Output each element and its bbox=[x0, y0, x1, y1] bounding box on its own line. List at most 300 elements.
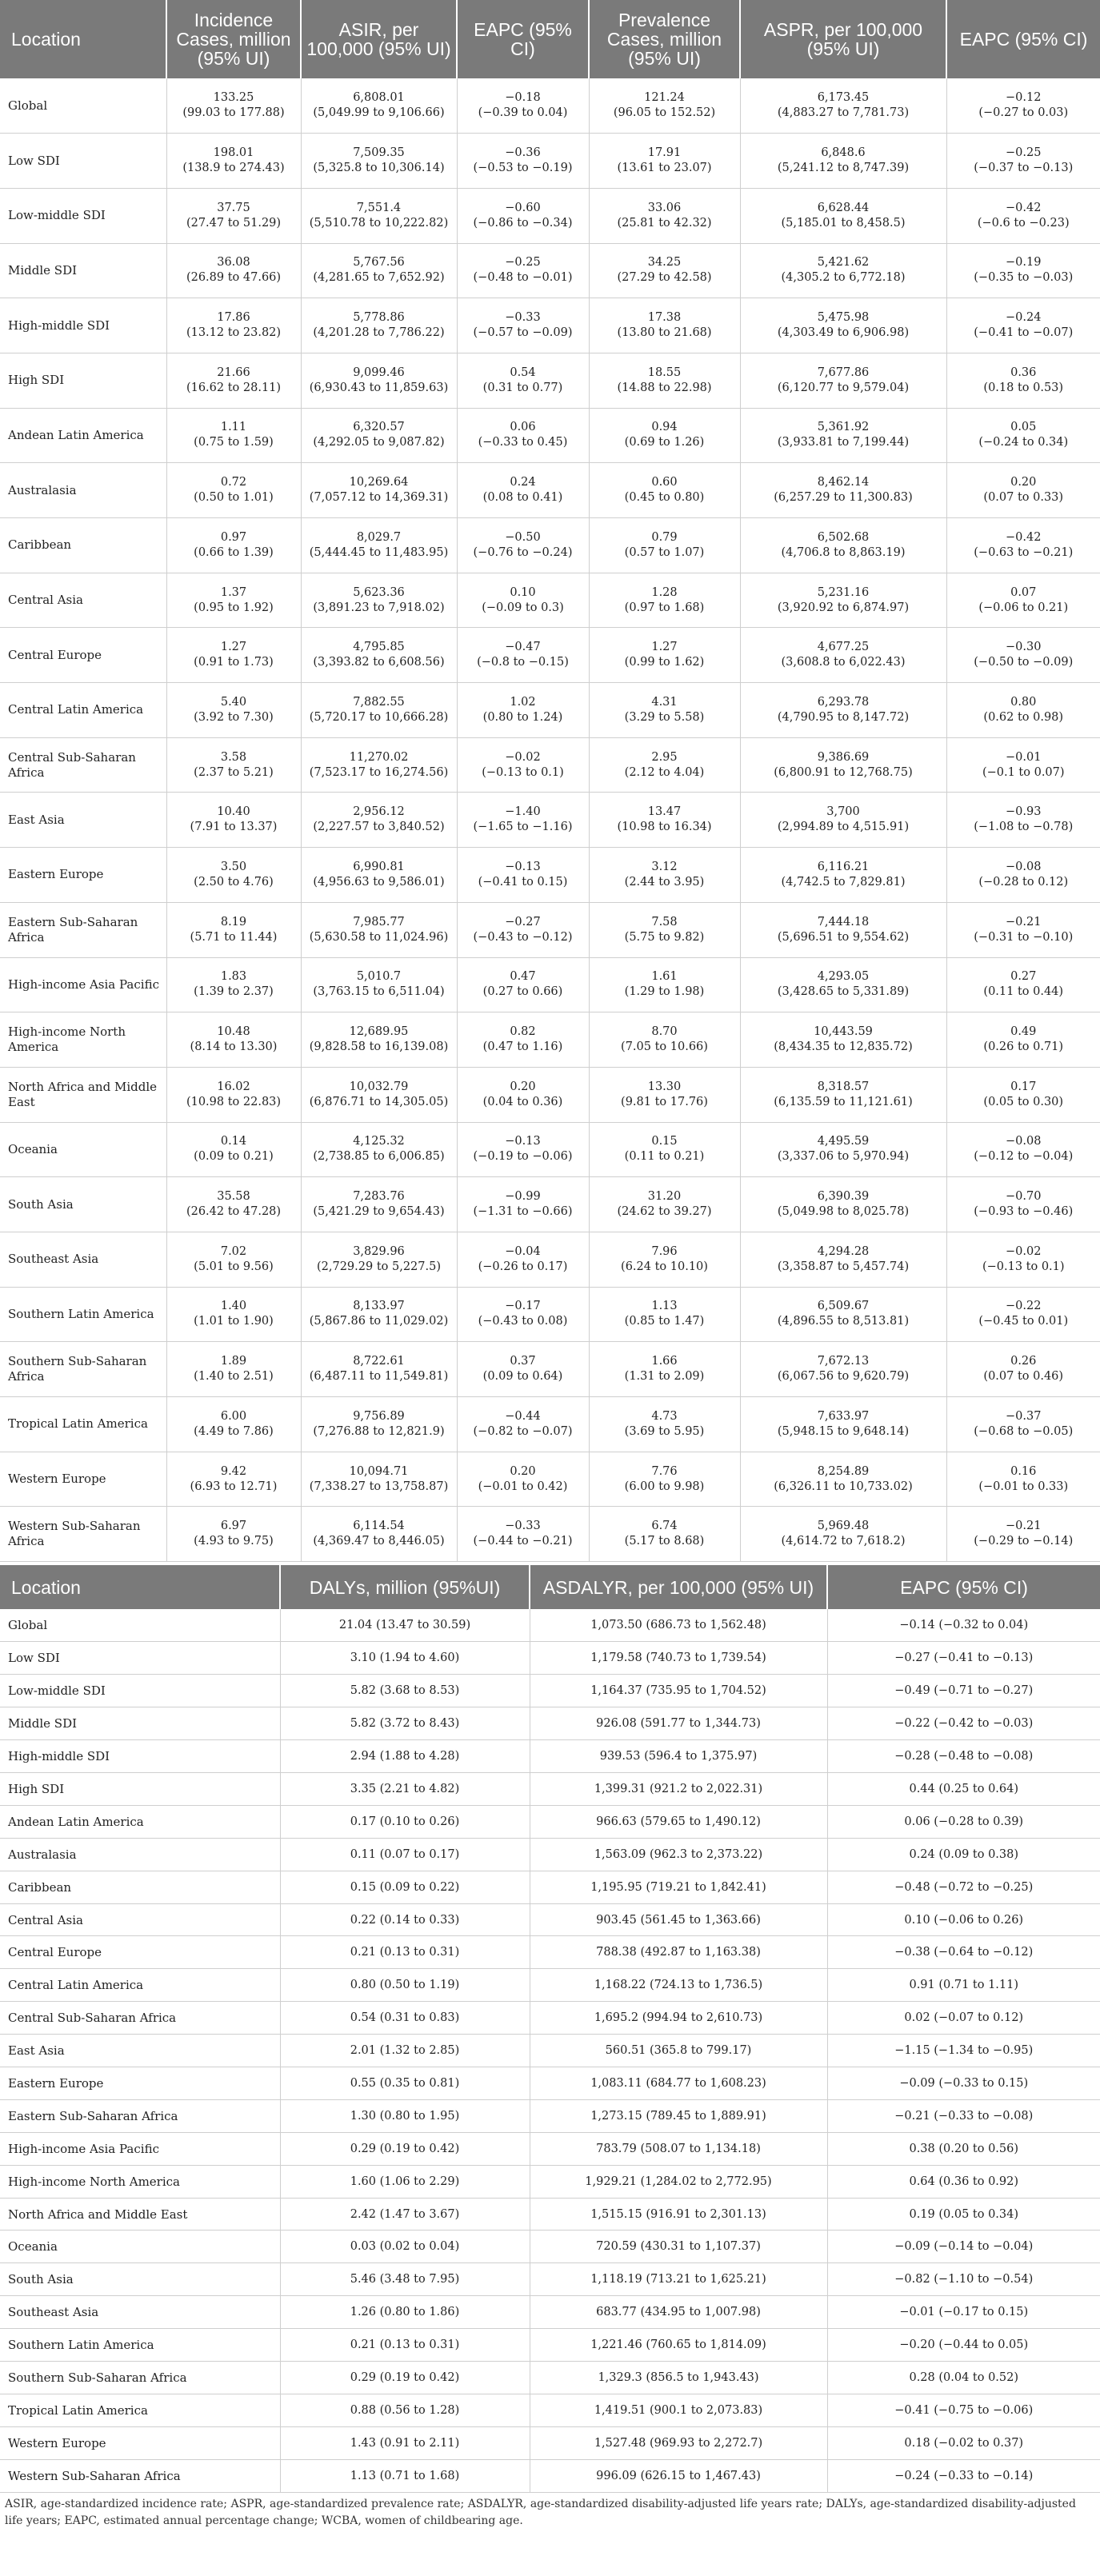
estimate-value: 0.94 bbox=[651, 421, 678, 434]
interval-value: (−0.43 to −0.12) bbox=[473, 930, 573, 944]
estimate-value: 0.15 bbox=[651, 1135, 678, 1148]
column-header: Prevalence Cases, million (95% UI) bbox=[589, 0, 740, 78]
interval-value: (4,790.95 to 8,147.72) bbox=[777, 710, 910, 724]
data-cell bbox=[457, 353, 589, 408]
interval-value: (2.12 to 4.04) bbox=[624, 765, 705, 779]
data-cell bbox=[946, 463, 1100, 518]
data-cell bbox=[457, 737, 589, 793]
estimate-value: 9.42 bbox=[220, 1464, 247, 1478]
estimate-value: 13.47 bbox=[647, 805, 682, 819]
data-cell: 0.03 (0.02 to 0.04) bbox=[280, 2231, 530, 2263]
location-cell: Caribbean bbox=[0, 1871, 280, 1903]
estimate-value: 0.16 bbox=[1010, 1464, 1037, 1478]
data-cell bbox=[589, 1342, 740, 1397]
estimate-value: −0.44 bbox=[505, 1409, 541, 1423]
estimate-value: 6.74 bbox=[651, 1520, 678, 1533]
interval-value: (0.62 to 0.98) bbox=[983, 710, 1064, 724]
data-cell bbox=[946, 1232, 1100, 1287]
interval-value: (2,227.57 to 3,840.52) bbox=[313, 821, 445, 834]
data-cell bbox=[589, 188, 740, 243]
data-cell: −0.14 (−0.32 to 0.04) bbox=[827, 1609, 1100, 1642]
data-cell: 1,695.2 (994.94 to 2,610.73) bbox=[530, 2002, 827, 2035]
interval-value: (6,876.71 to 14,305.05) bbox=[309, 1095, 449, 1108]
data-cell: 720.59 (430.31 to 1,107.37) bbox=[530, 2231, 827, 2263]
data-cell: −0.22 (−0.42 to −0.03) bbox=[827, 1707, 1100, 1740]
table-row bbox=[0, 683, 1100, 738]
estimate-value: 0.79 bbox=[651, 530, 678, 544]
data-cell bbox=[166, 463, 301, 518]
interval-value: (−0.86 to −0.34) bbox=[473, 216, 573, 230]
data-cell bbox=[589, 1397, 740, 1452]
data-cell: 0.88 (0.56 to 1.28) bbox=[280, 2394, 530, 2426]
estimate-value: 0.10 bbox=[510, 585, 536, 599]
data-cell bbox=[589, 628, 740, 683]
location-cell: Andean Latin America bbox=[0, 1805, 280, 1838]
interval-value: (0.09 to 0.21) bbox=[194, 1150, 274, 1164]
data-cell bbox=[589, 1067, 740, 1122]
table-row bbox=[0, 2459, 1100, 2492]
estimate-value: 36.08 bbox=[217, 256, 250, 270]
data-cell bbox=[740, 408, 946, 463]
table-row bbox=[0, 1903, 1100, 1936]
estimate-value: 8,133.97 bbox=[353, 1300, 405, 1313]
data-cell bbox=[301, 793, 457, 848]
interval-value: (5,444.45 to 11,483.95) bbox=[309, 545, 449, 559]
data-cell bbox=[166, 1287, 301, 1342]
estimate-value: −0.60 bbox=[505, 201, 541, 214]
data-cell bbox=[589, 1122, 740, 1177]
data-cell bbox=[166, 1177, 301, 1232]
interval-value: (3,358.87 to 5,457.74) bbox=[777, 1260, 910, 1273]
data-cell bbox=[301, 1122, 457, 1177]
data-cell bbox=[589, 793, 740, 848]
interval-value: (5,948.15 to 9,648.14) bbox=[777, 1424, 910, 1438]
estimate-value: 1.83 bbox=[220, 970, 247, 984]
interval-value: (25.81 to 42.32) bbox=[617, 216, 712, 230]
data-cell: 1.26 (0.80 to 1.86) bbox=[280, 2296, 530, 2329]
interval-value: (0.50 to 1.01) bbox=[194, 491, 274, 505]
estimate-value: 1.37 bbox=[220, 585, 247, 599]
table-row bbox=[0, 188, 1100, 243]
data-cell: 2.94 (1.88 to 4.28) bbox=[280, 1740, 530, 1773]
estimate-value: 6,116.21 bbox=[817, 860, 870, 873]
interval-value: (6,120.77 to 9,579.04) bbox=[777, 381, 910, 394]
interval-value: (3,337.06 to 5,970.94) bbox=[777, 1150, 910, 1164]
data-cell bbox=[589, 1177, 740, 1232]
data-cell bbox=[589, 1452, 740, 1507]
interval-value: (6,487.11 to 11,549.81) bbox=[309, 1370, 449, 1384]
estimate-value: 5.40 bbox=[220, 695, 247, 709]
estimate-value: 6,293.78 bbox=[817, 695, 870, 709]
data-cell bbox=[301, 243, 457, 298]
estimate-value: 121.24 bbox=[644, 91, 685, 105]
interval-value: (−0.39 to 0.04) bbox=[478, 106, 568, 120]
data-cell: 1,221.46 (760.65 to 1,814.09) bbox=[530, 2329, 827, 2362]
data-cell bbox=[301, 1342, 457, 1397]
data-cell bbox=[946, 737, 1100, 793]
interval-value: (5,185.01 to 8,458.5) bbox=[781, 216, 906, 230]
data-cell bbox=[589, 573, 740, 628]
location-cell: Tropical Latin America bbox=[0, 2394, 280, 2426]
estimate-value: 5,969.48 bbox=[817, 1520, 870, 1533]
estimate-value: −0.01 bbox=[1006, 750, 1042, 764]
estimate-value: −0.30 bbox=[1006, 641, 1042, 654]
interval-value: (0.08 to 0.41) bbox=[482, 491, 563, 505]
column-header: DALYs, million (95%UI) bbox=[280, 1565, 530, 1609]
data-cell bbox=[301, 353, 457, 408]
estimate-value: −0.42 bbox=[1006, 530, 1042, 544]
data-cell: 0.10 (−0.06 to 0.26) bbox=[827, 1903, 1100, 1936]
table-row bbox=[0, 1452, 1100, 1507]
interval-value: (−0.26 to 0.17) bbox=[478, 1260, 568, 1273]
data-cell bbox=[740, 188, 946, 243]
data-cell bbox=[301, 78, 457, 134]
location-cell: Oceania bbox=[0, 2231, 280, 2263]
data-cell bbox=[946, 848, 1100, 903]
estimate-value: 9,386.69 bbox=[817, 750, 870, 764]
data-cell bbox=[301, 573, 457, 628]
location-cell: Australasia bbox=[0, 463, 166, 518]
data-cell bbox=[589, 408, 740, 463]
data-cell bbox=[457, 1452, 589, 1507]
data-cell bbox=[740, 957, 946, 1012]
estimate-value: 3.12 bbox=[651, 860, 678, 873]
interval-value: (0.11 to 0.21) bbox=[624, 1150, 705, 1164]
interval-value: (−0.76 to −0.24) bbox=[473, 545, 573, 559]
data-cell bbox=[166, 1067, 301, 1122]
estimate-value: 11,270.02 bbox=[349, 750, 409, 764]
data-cell: 1,515.15 (916.91 to 2,301.13) bbox=[530, 2198, 827, 2231]
estimate-value: −0.18 bbox=[505, 91, 541, 105]
interval-value: (0.18 to 0.53) bbox=[983, 381, 1064, 394]
table-row bbox=[0, 463, 1100, 518]
data-cell: 0.21 (0.13 to 0.31) bbox=[280, 2329, 530, 2362]
interval-value: (5,696.51 to 9,554.62) bbox=[777, 930, 910, 944]
interval-value: (0.95 to 1.92) bbox=[194, 601, 274, 614]
data-cell: 3.10 (1.94 to 4.60) bbox=[280, 1642, 530, 1675]
data-cell bbox=[740, 1287, 946, 1342]
data-cell bbox=[946, 628, 1100, 683]
estimate-value: 8,318.57 bbox=[817, 1080, 870, 1093]
location-cell: Central Europe bbox=[0, 1936, 280, 1969]
interval-value: (5.01 to 9.56) bbox=[194, 1260, 274, 1273]
estimate-value: 2,956.12 bbox=[353, 805, 405, 819]
interval-value: (−0.28 to 0.12) bbox=[978, 875, 1069, 889]
data-cell bbox=[457, 628, 589, 683]
location-cell: Andean Latin America bbox=[0, 408, 166, 463]
data-cell bbox=[589, 78, 740, 134]
data-cell bbox=[457, 463, 589, 518]
data-cell bbox=[589, 957, 740, 1012]
estimate-value: 5,010.7 bbox=[356, 970, 402, 984]
table-footnote: ASIR, age-standardized incidence rate; ASPR, age-standardized prevalence rate; ASDALYR, age-standardized disability-adjusted life years rate; DALYs, age-standardized disability-adjusted life years; EAPC, estimated annual percentage change; WCBA, women of childbearing age. bbox=[5, 2497, 1076, 2527]
interval-value: (−0.8 to −0.15) bbox=[477, 656, 569, 669]
location-cell: East Asia bbox=[0, 2035, 280, 2067]
interval-value: (26.42 to 47.28) bbox=[186, 1205, 282, 1219]
data-cell bbox=[457, 793, 589, 848]
interval-value: (−0.1 to 0.07) bbox=[982, 765, 1065, 779]
location-cell: Low SDI bbox=[0, 134, 166, 189]
interval-value: (0.04 to 0.36) bbox=[482, 1095, 563, 1108]
data-cell bbox=[946, 298, 1100, 353]
data-cell bbox=[589, 134, 740, 189]
data-cell bbox=[166, 793, 301, 848]
interval-value: (4,742.5 to 7,829.81) bbox=[781, 875, 906, 889]
interval-value: (0.09 to 0.64) bbox=[482, 1370, 563, 1384]
estimate-value: 7.76 bbox=[651, 1464, 678, 1478]
estimate-value: 7,444.18 bbox=[817, 915, 870, 929]
data-cell bbox=[301, 408, 457, 463]
interval-value: (2.37 to 5.21) bbox=[194, 765, 274, 779]
interval-value: (6,930.43 to 11,859.63) bbox=[309, 381, 449, 394]
interval-value: (−1.31 to −0.66) bbox=[473, 1205, 573, 1219]
data-cell: 0.91 (0.71 to 1.11) bbox=[827, 1969, 1100, 2002]
data-cell bbox=[166, 1232, 301, 1287]
data-cell: 1,164.37 (735.95 to 1,704.52) bbox=[530, 1675, 827, 1707]
table-row bbox=[0, 2067, 1100, 2100]
data-cell: 5.82 (3.72 to 8.43) bbox=[280, 1707, 530, 1740]
estimate-value: −0.33 bbox=[505, 1520, 541, 1533]
estimate-value: 0.54 bbox=[510, 365, 536, 379]
data-cell: 0.18 (−0.02 to 0.37) bbox=[827, 2426, 1100, 2459]
data-cell bbox=[946, 1122, 1100, 1177]
interval-value: (2,994.89 to 4,515.91) bbox=[777, 821, 910, 834]
data-cell bbox=[589, 243, 740, 298]
estimate-value: 6,114.54 bbox=[353, 1520, 405, 1533]
data-cell bbox=[457, 134, 589, 189]
data-cell bbox=[740, 463, 946, 518]
estimate-value: 0.82 bbox=[510, 1025, 536, 1039]
data-cell bbox=[946, 188, 1100, 243]
estimate-value: 0.80 bbox=[1010, 695, 1037, 709]
interval-value: (0.31 to 0.77) bbox=[482, 381, 563, 394]
interval-value: (1.40 to 2.51) bbox=[194, 1370, 274, 1384]
data-cell: 0.21 (0.13 to 0.31) bbox=[280, 1936, 530, 1969]
estimate-value: 1.40 bbox=[220, 1300, 247, 1313]
data-cell bbox=[740, 1232, 946, 1287]
interval-value: (8.14 to 13.30) bbox=[190, 1040, 278, 1054]
estimate-value: 5,231.16 bbox=[817, 585, 870, 599]
data-cell: 5.82 (3.68 to 8.53) bbox=[280, 1675, 530, 1707]
data-cell bbox=[740, 1342, 946, 1397]
data-cell bbox=[166, 134, 301, 189]
estimate-value: 3.50 bbox=[220, 860, 247, 873]
data-cell bbox=[301, 1177, 457, 1232]
location-cell: Oceania bbox=[0, 1122, 166, 1177]
estimate-value: 6,509.67 bbox=[817, 1300, 870, 1313]
estimate-value: −0.13 bbox=[505, 860, 541, 873]
estimate-value: 31.20 bbox=[647, 1190, 682, 1204]
estimate-value: 5,475.98 bbox=[817, 311, 870, 325]
data-cell bbox=[740, 902, 946, 957]
data-cell bbox=[740, 628, 946, 683]
data-cell bbox=[946, 1342, 1100, 1397]
estimate-value: 2.95 bbox=[651, 750, 678, 764]
data-cell bbox=[740, 683, 946, 738]
estimate-value: 8,254.89 bbox=[817, 1464, 870, 1478]
data-cell: 1.13 (0.71 to 1.68) bbox=[280, 2459, 530, 2492]
estimate-value: −0.37 bbox=[1006, 1409, 1042, 1423]
estimate-value: 1.61 bbox=[651, 970, 678, 984]
estimate-value: −0.25 bbox=[1006, 146, 1042, 160]
table-row bbox=[0, 957, 1100, 1012]
data-cell: 5.46 (3.48 to 7.95) bbox=[280, 2263, 530, 2296]
location-cell: Central Sub-Saharan Africa bbox=[0, 737, 166, 793]
data-cell bbox=[301, 902, 457, 957]
interval-value: (6,800.91 to 12,768.75) bbox=[774, 765, 913, 779]
estimate-value: 4,294.28 bbox=[817, 1244, 870, 1258]
data-cell: 1,419.51 (900.1 to 2,073.83) bbox=[530, 2394, 827, 2426]
location-cell: High-middle SDI bbox=[0, 1740, 280, 1773]
estimate-value: 10.48 bbox=[217, 1025, 250, 1039]
data-cell: 1,083.11 (684.77 to 1,608.23) bbox=[530, 2067, 827, 2100]
data-cell bbox=[740, 737, 946, 793]
estimate-value: 7,509.35 bbox=[353, 146, 405, 160]
estimate-value: 0.37 bbox=[510, 1355, 536, 1368]
data-cell: 0.80 (0.50 to 1.19) bbox=[280, 1969, 530, 2002]
interval-value: (−0.24 to 0.34) bbox=[978, 436, 1069, 449]
location-cell: Caribbean bbox=[0, 518, 166, 573]
estimate-value: 0.20 bbox=[510, 1464, 536, 1478]
location-cell: Southern Sub-Saharan Africa bbox=[0, 1342, 166, 1397]
data-cell: 788.38 (492.87 to 1,163.38) bbox=[530, 1936, 827, 1969]
table-row bbox=[0, 1507, 1100, 1562]
location-cell: Tropical Latin America bbox=[0, 1397, 166, 1452]
estimate-value: −0.04 bbox=[505, 1244, 541, 1258]
interval-value: (3.29 to 5.58) bbox=[624, 710, 705, 724]
data-cell bbox=[166, 1507, 301, 1562]
table-row bbox=[0, 1342, 1100, 1397]
interval-value: (0.69 to 1.26) bbox=[624, 436, 705, 449]
data-cell: 966.63 (579.65 to 1,490.12) bbox=[530, 1805, 827, 1838]
data-cell bbox=[301, 957, 457, 1012]
data-cell bbox=[301, 463, 457, 518]
data-cell bbox=[946, 1287, 1100, 1342]
location-cell: Central Sub-Saharan Africa bbox=[0, 2002, 280, 2035]
table-row bbox=[0, 1067, 1100, 1122]
table-row bbox=[0, 1609, 1100, 1642]
estimate-value: 4,495.59 bbox=[817, 1135, 870, 1148]
table-row bbox=[0, 353, 1100, 408]
location-cell: North Africa and Middle East bbox=[0, 2198, 280, 2231]
estimate-value: −0.21 bbox=[1006, 1520, 1042, 1533]
interval-value: (−0.29 to −0.14) bbox=[974, 1535, 1074, 1548]
interval-value: (8,434.35 to 12,835.72) bbox=[774, 1040, 913, 1054]
data-cell bbox=[166, 737, 301, 793]
column-header: ASDALYR, per 100,000 (95% UI) bbox=[530, 1565, 827, 1609]
interval-value: (5,049.99 to 9,106.66) bbox=[313, 106, 445, 120]
estimate-value: 0.07 bbox=[1010, 585, 1037, 599]
data-cell: 926.08 (591.77 to 1,344.73) bbox=[530, 1707, 827, 1740]
estimate-value: −0.93 bbox=[1006, 805, 1042, 819]
estimate-value: 0.60 bbox=[651, 476, 678, 489]
estimate-value: 6.00 bbox=[220, 1409, 247, 1423]
estimate-value: 4.31 bbox=[651, 695, 678, 709]
data-cell bbox=[740, 1067, 946, 1122]
estimate-value: 7,283.76 bbox=[353, 1190, 405, 1204]
interval-value: (0.57 to 1.07) bbox=[624, 545, 705, 559]
interval-value: (−0.50 to −0.09) bbox=[974, 656, 1074, 669]
estimate-value: 13.30 bbox=[647, 1080, 682, 1093]
data-cell bbox=[166, 518, 301, 573]
data-cell: 0.17 (0.10 to 0.26) bbox=[280, 1805, 530, 1838]
data-cell bbox=[946, 1177, 1100, 1232]
table-row bbox=[0, 1287, 1100, 1342]
data-cell bbox=[166, 243, 301, 298]
data-cell bbox=[301, 1507, 457, 1562]
interval-value: (138.9 to 274.43) bbox=[182, 162, 285, 175]
location-cell: Western Sub-Saharan Africa bbox=[0, 1507, 166, 1562]
location-cell: Australasia bbox=[0, 1838, 280, 1871]
estimate-value: 0.27 bbox=[1010, 970, 1037, 984]
data-cell bbox=[166, 628, 301, 683]
data-cell bbox=[589, 1012, 740, 1068]
interval-value: (3,428.65 to 5,331.89) bbox=[777, 985, 910, 999]
data-cell bbox=[457, 902, 589, 957]
data-cell bbox=[301, 518, 457, 573]
interval-value: (−0.44 to −0.21) bbox=[473, 1535, 573, 1548]
data-cell bbox=[740, 1122, 946, 1177]
interval-value: (−0.35 to −0.03) bbox=[974, 271, 1074, 285]
data-cell bbox=[457, 1287, 589, 1342]
table-row bbox=[0, 2099, 1100, 2132]
data-cell bbox=[166, 353, 301, 408]
data-cell bbox=[946, 1067, 1100, 1122]
estimate-value: 5,421.62 bbox=[817, 256, 870, 270]
interval-value: (4.93 to 9.75) bbox=[194, 1535, 274, 1548]
data-cell bbox=[946, 1507, 1100, 1562]
estimate-value: 17.38 bbox=[647, 311, 682, 325]
interval-value: (2.50 to 4.76) bbox=[194, 875, 274, 889]
estimate-value: 5,767.56 bbox=[353, 256, 405, 270]
location-cell: North Africa and Middle East bbox=[0, 1067, 166, 1122]
column-header: Incidence Cases, million (95% UI) bbox=[166, 0, 301, 78]
estimate-value: 6,502.68 bbox=[817, 530, 870, 544]
interval-value: (−0.48 to −0.01) bbox=[473, 271, 573, 285]
data-cell bbox=[589, 848, 740, 903]
interval-value: (−0.01 to 0.42) bbox=[478, 1480, 568, 1493]
interval-value: (0.99 to 1.62) bbox=[624, 656, 705, 669]
interval-value: (0.47 to 1.16) bbox=[482, 1040, 563, 1054]
data-cell bbox=[457, 1012, 589, 1068]
interval-value: (−0.01 to 0.33) bbox=[978, 1480, 1069, 1493]
table-row bbox=[0, 298, 1100, 353]
interval-value: (5,720.17 to 10,666.28) bbox=[309, 710, 449, 724]
data-cell: 1,329.3 (856.5 to 1,943.43) bbox=[530, 2362, 827, 2394]
location-cell: Eastern Sub-Saharan Africa bbox=[0, 2099, 280, 2132]
estimate-value: −0.13 bbox=[505, 1135, 541, 1148]
data-cell: 1,273.15 (789.45 to 1,889.91) bbox=[530, 2099, 827, 2132]
data-cell bbox=[589, 902, 740, 957]
data-cell bbox=[166, 902, 301, 957]
table-row bbox=[0, 2362, 1100, 2394]
data-cell bbox=[589, 298, 740, 353]
estimate-value: −1.40 bbox=[505, 805, 541, 819]
interval-value: (−0.13 to 0.1) bbox=[982, 1260, 1065, 1273]
data-cell bbox=[166, 573, 301, 628]
table-row bbox=[0, 2263, 1100, 2296]
interval-value: (13.12 to 23.82) bbox=[186, 326, 282, 340]
data-cell bbox=[740, 573, 946, 628]
location-cell: Central Latin America bbox=[0, 683, 166, 738]
estimate-value: 17.86 bbox=[217, 311, 250, 325]
estimate-value: 7,672.13 bbox=[817, 1355, 870, 1368]
data-cell: −1.15 (−1.34 to −0.95) bbox=[827, 2035, 1100, 2067]
table-row bbox=[0, 243, 1100, 298]
estimate-value: −0.19 bbox=[1006, 256, 1042, 270]
data-cell bbox=[589, 1287, 740, 1342]
table-row bbox=[0, 1177, 1100, 1232]
